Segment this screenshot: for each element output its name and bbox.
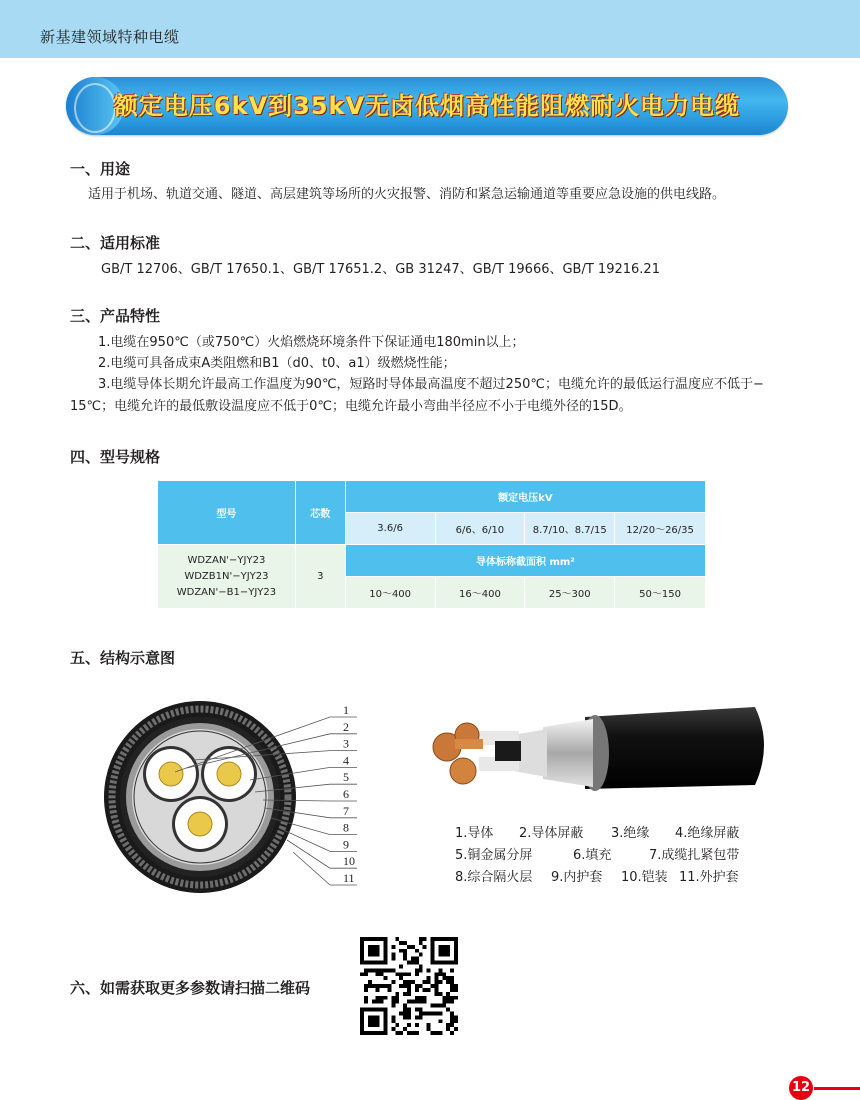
voltage-cell: 12/20～26/35 <box>615 513 706 545</box>
section-range-cell: 25～300 <box>525 577 615 609</box>
legend-item: 4.绝缘屏蔽 <box>675 826 740 841</box>
legend-item: 5.铜金属分屏 <box>455 848 533 863</box>
leader-number: 5 <box>343 770 349 785</box>
leader-number: 11 <box>343 871 355 885</box>
model-name: WDZB1N'−YJY23 <box>184 570 269 582</box>
brand-text: 新基建领域特种电缆 <box>40 28 180 46</box>
leader-number: 7 <box>343 803 349 818</box>
leader-number: 3 <box>343 736 349 751</box>
legend-item: 9.内护套 <box>551 870 603 885</box>
page-number: 12 <box>789 1076 813 1100</box>
model-cell <box>158 545 296 609</box>
legend-item: 2.导体屏蔽 <box>519 826 584 841</box>
section-range-cell: 50～150 <box>615 577 706 609</box>
voltage-cell: 6/6、6/10 <box>435 513 525 545</box>
section-range-cell: 16～400 <box>435 577 525 609</box>
copper-conductor-2 <box>450 758 476 784</box>
section-heading-usage: 一、用途 <box>70 160 131 178</box>
section-heading-qr: 六、如需获取更多参数请扫描二维码 <box>70 979 311 997</box>
feature-line-3-cont: 15℃；电缆允许的最低敷设温度应不低于0℃；电缆允许最小弯曲半径应不小于电缆外径的15D。 <box>70 399 632 414</box>
core-semicon-screen <box>495 741 521 761</box>
cable-fire-barrier <box>543 719 593 787</box>
feature-line-1: 1.电缆在950℃（或750℃）火焰燃烧环境条件下保证通电180min以上； <box>98 335 525 350</box>
leader-number: 1 <box>343 703 349 717</box>
section-range-cell: 10～400 <box>345 577 435 609</box>
structure-legend <box>455 823 739 889</box>
voltage-cell: 3.6/6 <box>345 513 435 545</box>
core-bottom <box>172 796 228 852</box>
legend-item: 10.铠装 <box>621 870 668 885</box>
voltage-cell: 8.7/10、8.7/15 <box>525 513 615 545</box>
legend-item: 7.成缆扎紧包带 <box>649 848 740 863</box>
leader-number: 4 <box>343 753 349 768</box>
leader-number: 6 <box>343 787 349 801</box>
conductor-strands <box>455 739 483 749</box>
legend-row <box>455 867 739 889</box>
leader-number: 8 <box>343 820 349 835</box>
qr-code[interactable] <box>360 937 458 1035</box>
leader-number: 2 <box>343 719 349 734</box>
model-name: WDZAN'−YJY23 <box>187 554 266 566</box>
title-banner <box>66 77 788 135</box>
legend-row <box>455 845 739 867</box>
leader-number: 9 <box>343 837 349 852</box>
legend-row <box>455 823 739 845</box>
section-heading-standards: 二、适用标准 <box>70 234 161 252</box>
section-heading-structure: 五、结构示意图 <box>70 649 176 667</box>
section-heading-specs: 四、型号规格 <box>70 448 161 466</box>
core-top-left <box>143 746 199 802</box>
usage-text: 适用于机场、轨道交通、隧道、高层建筑等场所的火灾报警、消防和紧急运输通道等重要应急设施的供电线路。 <box>88 187 726 202</box>
legend-item: 6.填充 <box>573 848 612 863</box>
cable-photo <box>425 705 775 815</box>
feature-line-3: 3.电缆导体长期允许最高工作温度为90℃，短路时导体最高温度不超过250℃；电缆允许的最低运行温度应不低于− <box>98 377 764 392</box>
cable-cross-section-diagram <box>95 700 375 900</box>
header-voltage: 额定电压kV <box>345 481 705 513</box>
legend-item: 1.导体 <box>455 826 494 841</box>
section-area-header: 导体标称截面积 mm² <box>345 545 705 577</box>
standards-text: GB/T 12706、GB/T 17650.1、GB/T 17651.2、GB 31247、GB/T 19666、GB/T 19216.21 <box>101 262 660 277</box>
leader-number: 10 <box>343 854 355 869</box>
feature-line-2: 2.电缆可具备成束A类阻燃和B1（d0、t0、a1）级燃烧性能； <box>98 356 456 371</box>
cable-outer-sheath <box>585 707 764 789</box>
core-top-right <box>201 746 257 802</box>
legend-item: 11.外护套 <box>679 870 739 885</box>
model-name: WDZAN'−B1−YJY23 <box>176 586 277 598</box>
spec-table <box>157 480 706 609</box>
header-cores: 芯数 <box>295 481 345 545</box>
section-heading-features: 三、产品特性 <box>70 307 161 325</box>
top-header-bar <box>0 0 860 58</box>
cores-cell: 3 <box>295 545 345 609</box>
legend-item: 8.综合隔火层 <box>455 870 533 885</box>
page-title: 额定电压6kV到35kV无卤低烟高性能阻燃耐火电力电缆 <box>113 92 741 120</box>
header-model: 型号 <box>158 481 296 545</box>
legend-item: 3.绝缘 <box>611 826 650 841</box>
page-number-rule <box>814 1087 860 1090</box>
